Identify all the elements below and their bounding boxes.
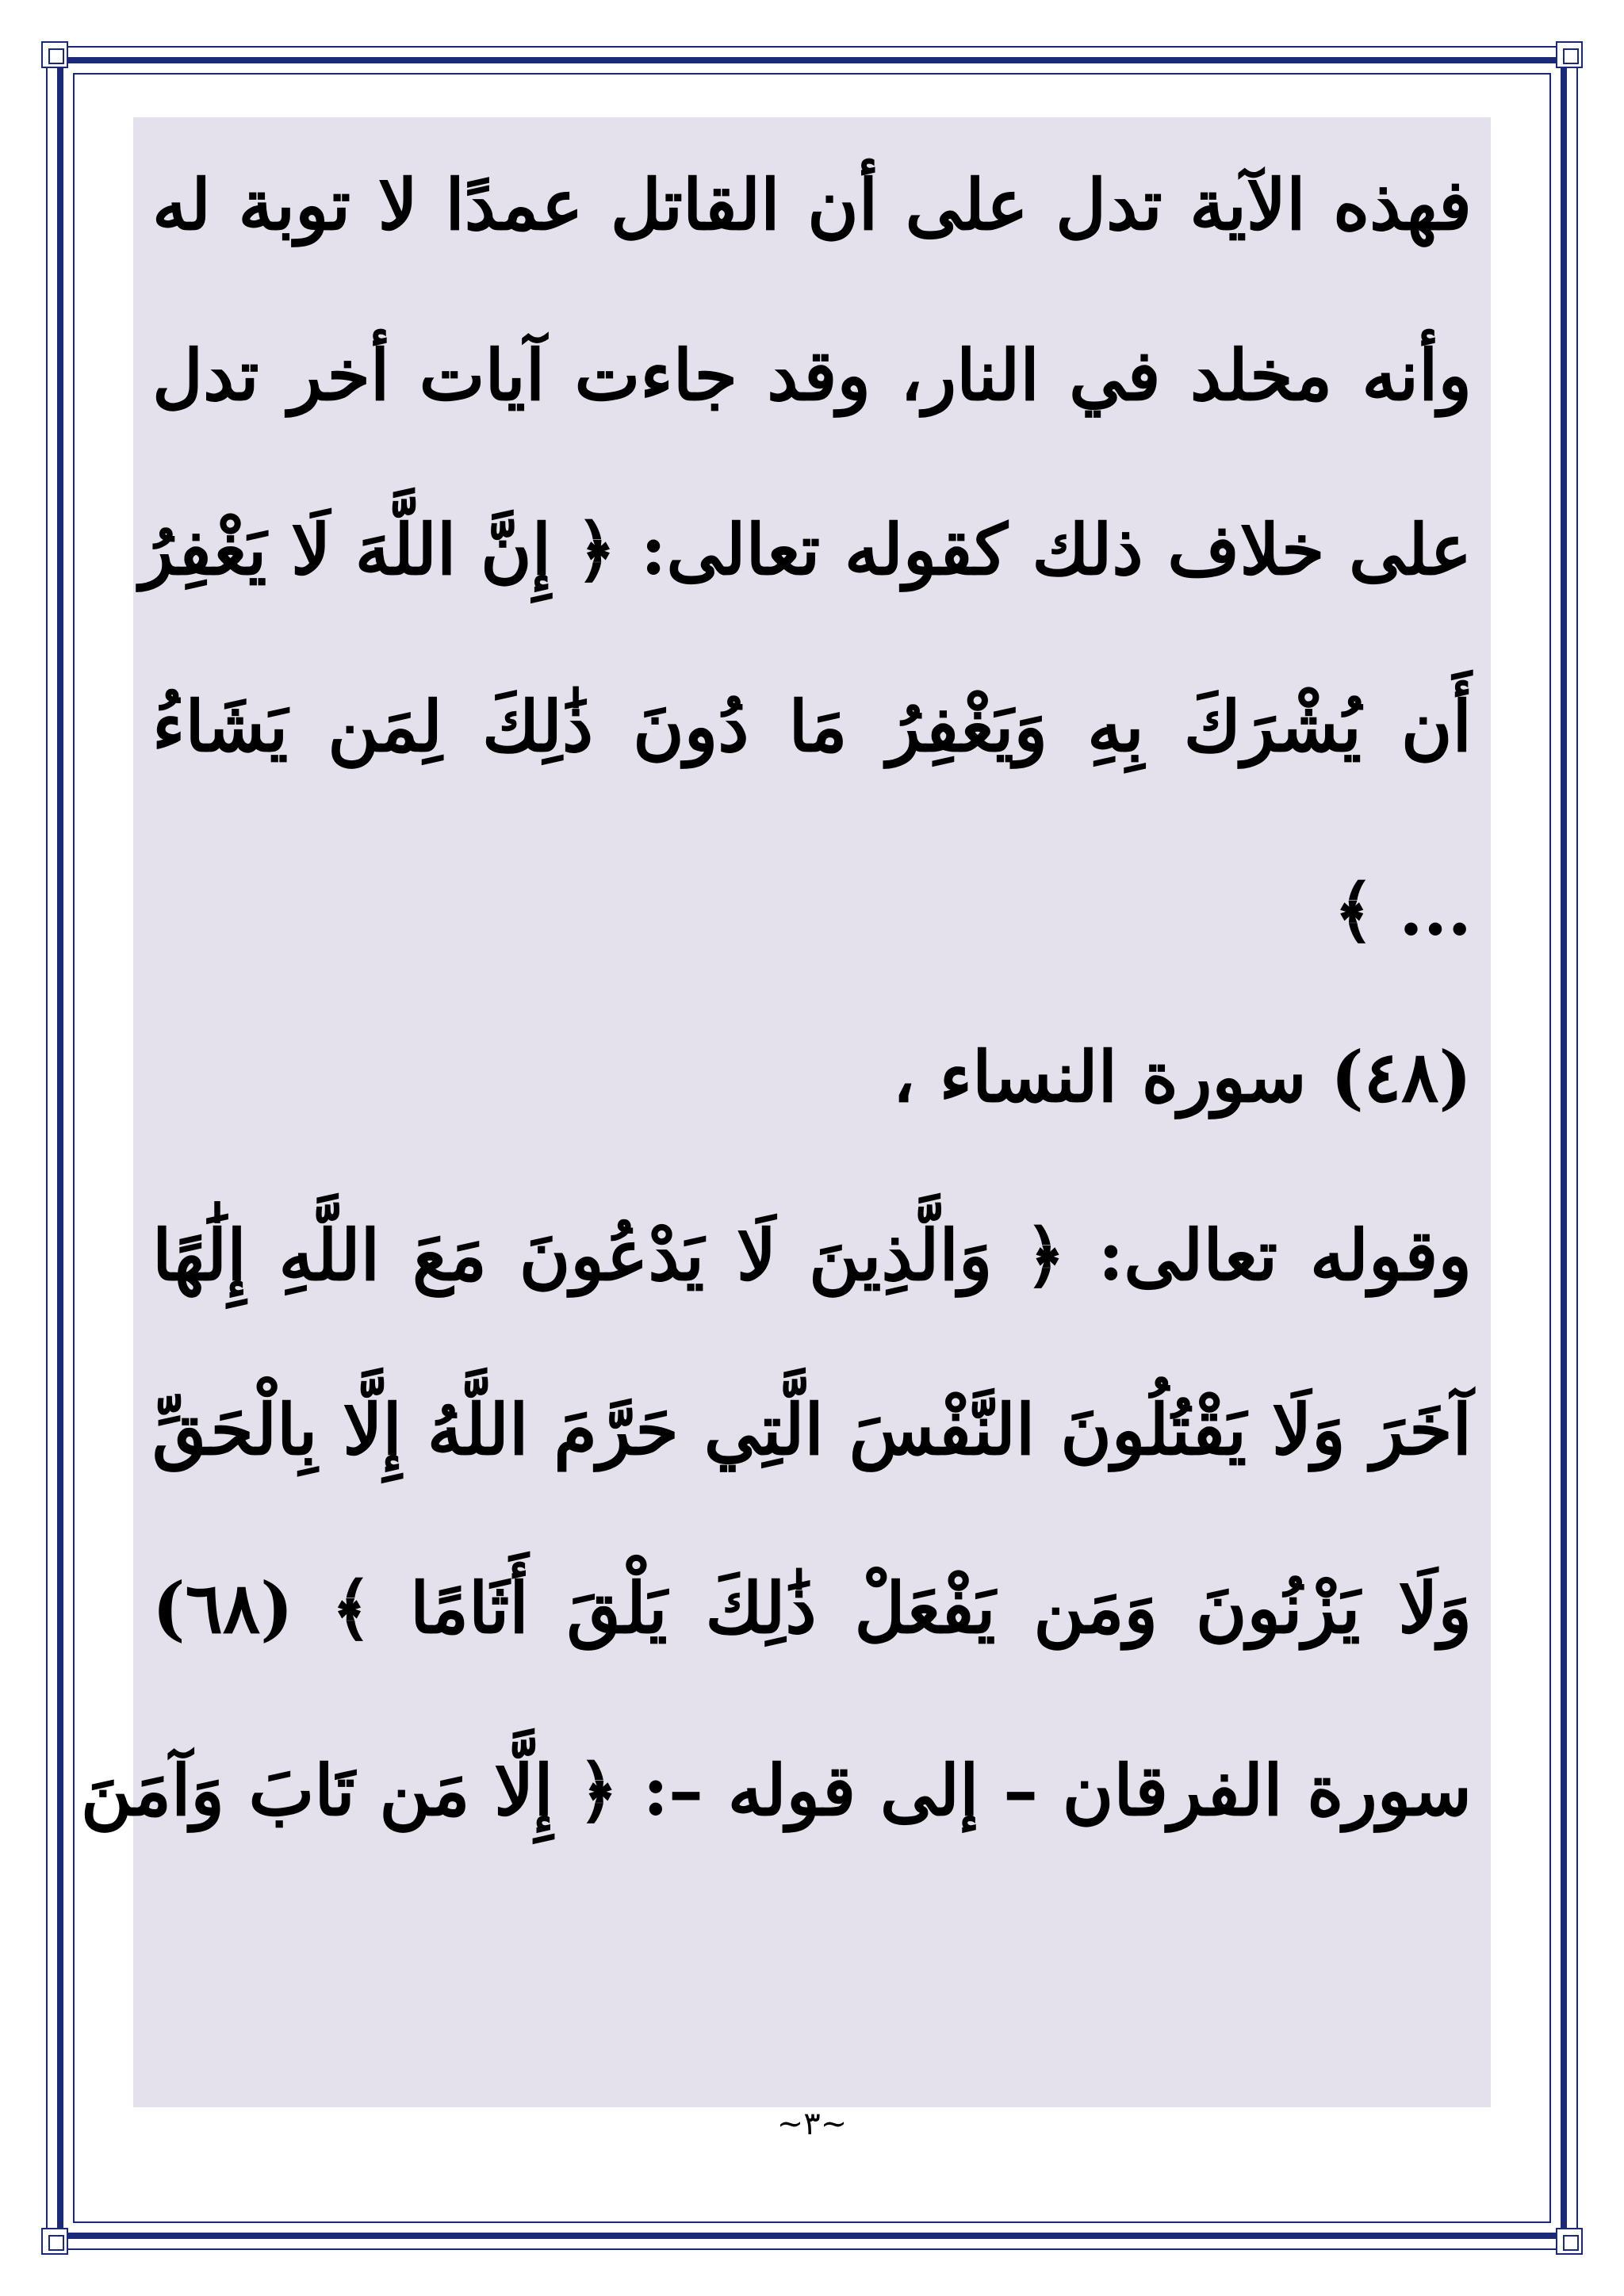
surah-reference: (٤٨) سورة النساء ، xyxy=(892,1035,1472,1118)
text-line: آخَرَ وَلَا يَقْتُلُونَ النَّفْسَ الَّتِي حَرَّمَ اللَّهُ إِلَّا بِالْحَقِّ xyxy=(152,1388,1472,1471)
page-number: ~٣~ xyxy=(776,2106,848,2142)
corner-ornament-bottom-left xyxy=(41,2228,68,2255)
corner-ornament-top-left xyxy=(41,41,68,68)
text-line: سورة الفرقان – إلى قوله –: ﴿ إِلَّا مَن تَابَ وَآمَنَ xyxy=(80,1749,1472,1831)
text-line: فهذه الآية تدل على أن القاتل عمدًا لا توبة له xyxy=(152,163,1473,246)
text-line: ... ﴾ xyxy=(1333,869,1472,951)
text-line: وأنه مخلد في النار، وقد جاءت آيات أخر تدل xyxy=(152,334,1472,416)
corner-ornament-bottom-right xyxy=(1556,2228,1583,2255)
text-line: أَن يُشْرَكَ بِهِ وَيَغْفِرُ مَا دُونَ ذَٰلِكَ لِمَن يَشَاءُ xyxy=(152,685,1472,767)
corner-ornament-top-right xyxy=(1556,41,1583,68)
text-line: وَلَا يَزْنُونَ وَمَن يَفْعَلْ ذَٰلِكَ يَلْقَ أَثَامًا ﴾ (٦٨) xyxy=(152,1567,1472,1649)
text-line: وقوله تعالى: ﴿ وَالَّذِينَ لَا يَدْعُونَ مَعَ اللَّهِ إِلَٰهًا xyxy=(152,1214,1472,1296)
text-panel xyxy=(80,117,1491,2107)
text-line: على خلاف ذلك كقوله تعالى: ﴿ إِنَّ اللَّهَ لَا يَغْفِرُ xyxy=(140,508,1472,591)
